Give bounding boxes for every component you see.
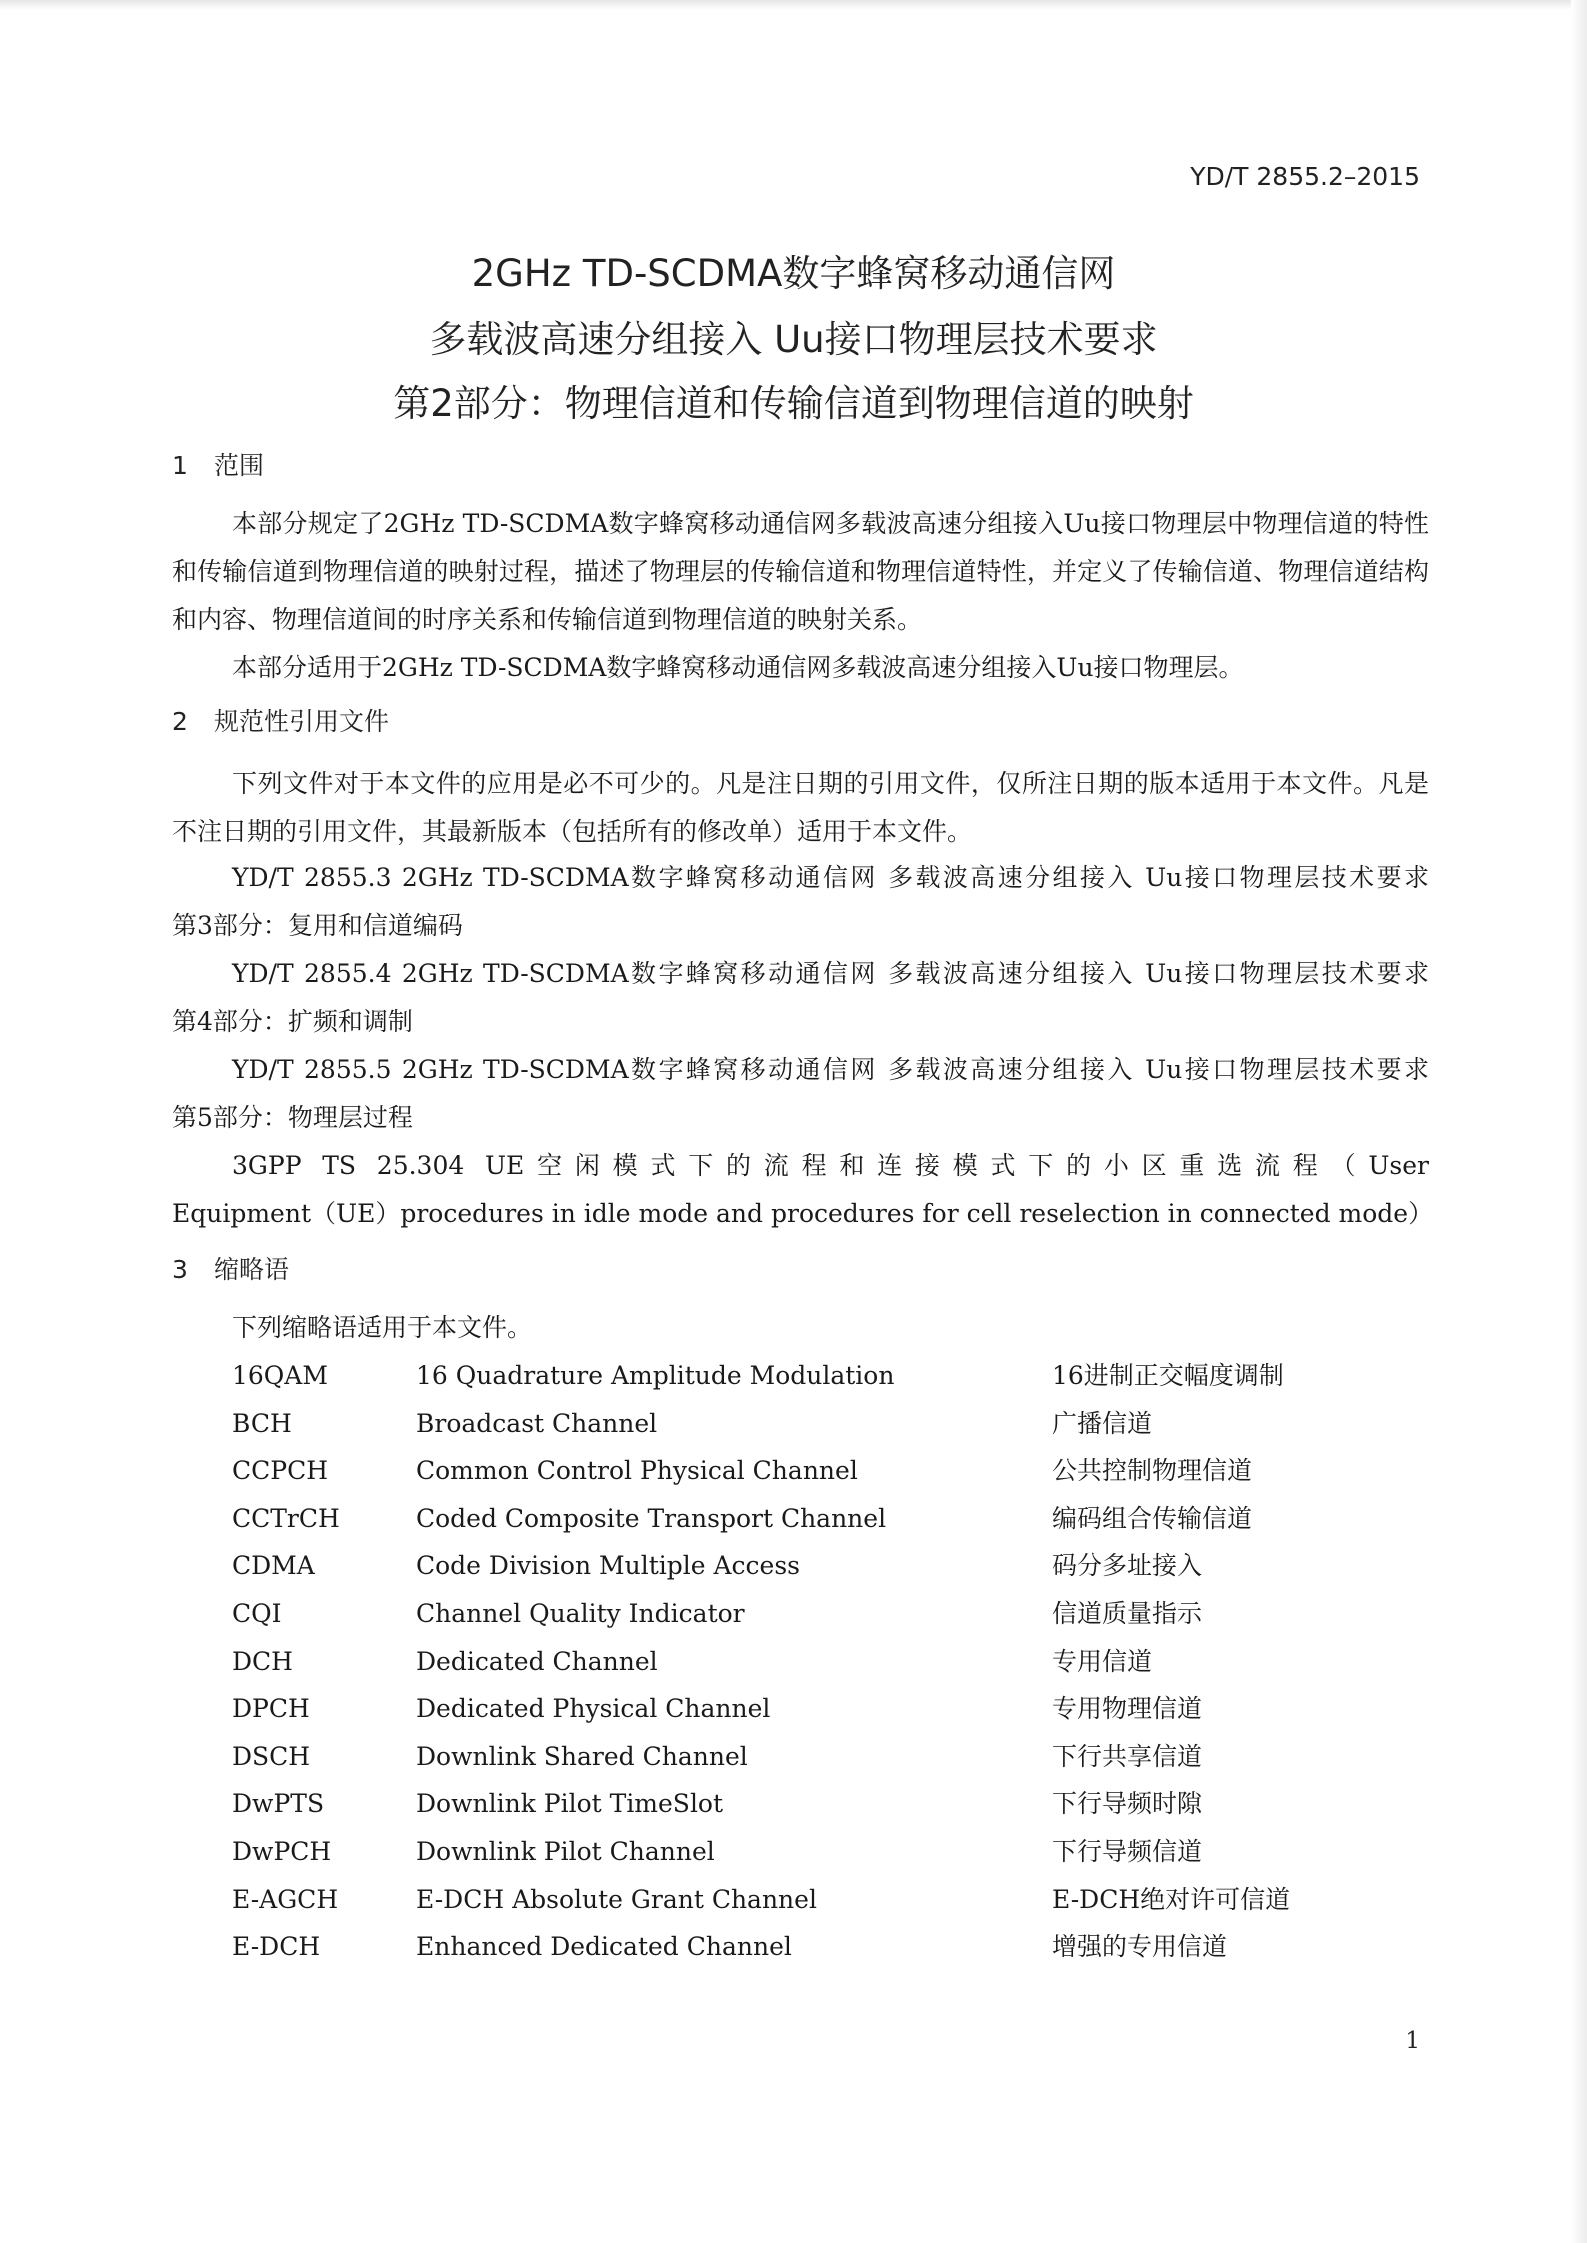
abbreviation-english: Enhanced Dedicated Channel — [416, 1932, 792, 1962]
abbreviation-chinese: 编码组合传输信道 — [1052, 1503, 1253, 1533]
abbreviation-english: Downlink Shared Channel — [416, 1741, 748, 1771]
abbreviation-chinese: 增强的专用信道 — [1052, 1932, 1228, 1962]
abbreviation-row — [232, 1542, 1332, 1590]
section-3-heading — [172, 1250, 289, 1286]
abbreviation-chinese: 16进制正交幅度调制 — [1052, 1361, 1284, 1390]
reference-line: 3GPP TS 25.304 UE空闲模式下的流程和连接模式下的小区重选流程（User — [232, 1151, 1429, 1180]
abbreviation: DCH — [232, 1646, 293, 1676]
reference-line: 第5部分：物理层过程 — [172, 1103, 413, 1132]
abbreviation-row — [232, 1590, 1332, 1638]
reference-item — [172, 1142, 1434, 1238]
abbreviation-chinese: 码分多址接入 — [1052, 1551, 1203, 1581]
abbreviation-chinese: 下行共享信道 — [1052, 1741, 1203, 1771]
abbreviation-english: Downlink Pilot Channel — [416, 1836, 715, 1866]
abbreviation: CCPCH — [232, 1456, 329, 1486]
abbreviations-intro: 下列缩略语适用于本文件。 — [232, 1313, 533, 1342]
abbreviation-row — [232, 1495, 1332, 1543]
abbreviations-table — [232, 1352, 1332, 1971]
abbreviation: DSCH — [232, 1741, 311, 1771]
abbreviation-row — [232, 1828, 1332, 1876]
section-title: 范围 — [214, 451, 265, 480]
abbreviation-chinese: 公共控制物理信道 — [1052, 1456, 1253, 1486]
abbreviation-row — [232, 1685, 1332, 1733]
abbreviation-chinese: 信道质量指示 — [1052, 1598, 1203, 1628]
abbreviation: E-AGCH — [232, 1884, 339, 1914]
abbreviation-row — [232, 1780, 1332, 1828]
abbreviation-chinese: E-DCH绝对许可信道 — [1052, 1884, 1291, 1914]
page-number: 1 — [1405, 2028, 1420, 2054]
abbreviation: CDMA — [232, 1551, 315, 1581]
abbreviation-row — [232, 1733, 1332, 1781]
abbreviation-chinese: 下行导频时隙 — [1052, 1789, 1203, 1819]
abbreviation-english: E-DCH Absolute Grant Channel — [416, 1884, 817, 1914]
abbreviation-row — [232, 1400, 1332, 1448]
abbreviation: E-DCH — [232, 1932, 321, 1962]
reference-line: YD/T 2855.5 2GHz TD-SCDMA数字蜂窝移动通信网 多载波高速分组接入 Uu接口物理层技术要求 — [232, 1055, 1429, 1084]
abbreviation-english: Dedicated Physical Channel — [416, 1694, 771, 1724]
section-title: 规范性引用文件 — [214, 707, 390, 736]
scope-paragraph — [172, 500, 1429, 692]
reference-item — [172, 854, 1429, 950]
abbreviation: DPCH — [232, 1694, 310, 1724]
abbreviation-english: Coded Composite Transport Channel — [416, 1503, 887, 1533]
abbreviation-row — [232, 1352, 1332, 1400]
abbreviation-english: 16 Quadrature Amplitude Modulation — [416, 1361, 895, 1390]
reference-line: 第3部分：复用和信道编码 — [172, 911, 463, 940]
reference-line: Equipment（UE）procedures in idle mode and procedures for cell reselection in connected mode） — [172, 1199, 1434, 1228]
abbreviation: CQI — [232, 1598, 282, 1628]
abbreviation-row — [232, 1638, 1332, 1686]
abbreviation: BCH — [232, 1408, 292, 1438]
reference-item — [172, 1046, 1429, 1142]
abbreviation-english: Common Control Physical Channel — [416, 1456, 858, 1486]
section-1-heading — [172, 446, 264, 482]
abbreviation-chinese: 专用物理信道 — [1052, 1694, 1203, 1724]
abbreviation-english: Code Division Multiple Access — [416, 1551, 800, 1581]
paragraph-text: 本部分规定了2GHz TD-SCDMA数字蜂窝移动通信网多载波高速分组接入Uu接口物理层中物理信道的特性和传输信道到物理信道的映射过程，描述了物理层的传输信道和物理信道特性，并定义了传输信道、物理信道结构和内容、物理信道间的时序关系和传输信道到物理信道的映射关系。 — [172, 509, 1429, 634]
title-line-3: 第2部分：物理信道和传输信道到物理信道的映射 — [393, 382, 1194, 425]
abbreviation: DwPTS — [232, 1789, 325, 1819]
abbreviation: 16QAM — [232, 1361, 328, 1390]
reference-line: YD/T 2855.4 2GHz TD-SCDMA数字蜂窝移动通信网 多载波高速分组接入 Uu接口物理层技术要求 — [232, 959, 1429, 988]
section-number: 3 — [172, 1255, 188, 1284]
standard-number: YD/T 2855.2–2015 — [1190, 162, 1420, 191]
abbreviation-english: Channel Quality Indicator — [416, 1598, 745, 1628]
title-line-1: 2GHz TD-SCDMA数字蜂窝移动通信网 — [471, 252, 1116, 295]
reference-line: YD/T 2855.3 2GHz TD-SCDMA数字蜂窝移动通信网 多载波高速分组接入 Uu接口物理层技术要求 — [232, 863, 1429, 892]
abbreviation-english: Broadcast Channel — [416, 1408, 658, 1438]
abbreviation-english: Dedicated Channel — [416, 1646, 658, 1676]
section-number: 2 — [172, 707, 188, 736]
abbreviation-chinese: 下行导频信道 — [1052, 1836, 1203, 1866]
scan-edge-top — [0, 0, 1587, 10]
abbreviation-chinese: 专用信道 — [1052, 1646, 1153, 1676]
abbreviation: CCTrCH — [232, 1503, 340, 1533]
abbreviation-row — [232, 1447, 1332, 1495]
abbreviation: DwPCH — [232, 1836, 332, 1866]
reference-line: 第4部分：扩频和调制 — [172, 1007, 413, 1036]
section-title: 缩略语 — [214, 1255, 290, 1284]
abbreviation-english: Downlink Pilot TimeSlot — [416, 1789, 724, 1819]
section-2-heading — [172, 702, 389, 738]
reference-item — [172, 950, 1429, 1046]
section-number: 1 — [172, 451, 188, 480]
paragraph-text: 本部分适用于2GHz TD-SCDMA数字蜂窝移动通信网多载波高速分组接入Uu接口物理层。 — [232, 653, 1244, 682]
normative-references-intro: 下列文件对于本文件的应用是必不可少的。凡是注日期的引用文件，仅所注日期的版本适用于本文件。凡是不注日期的引用文件，其最新版本（包括所有的修改单）适用于本文件。 — [172, 769, 1429, 846]
abbreviation-chinese: 广播信道 — [1052, 1408, 1153, 1438]
abbreviation-row — [232, 1923, 1332, 1971]
title-line-2: 多载波高速分组接入 Uu接口物理层技术要求 — [429, 318, 1158, 361]
abbreviation-row — [232, 1876, 1332, 1924]
